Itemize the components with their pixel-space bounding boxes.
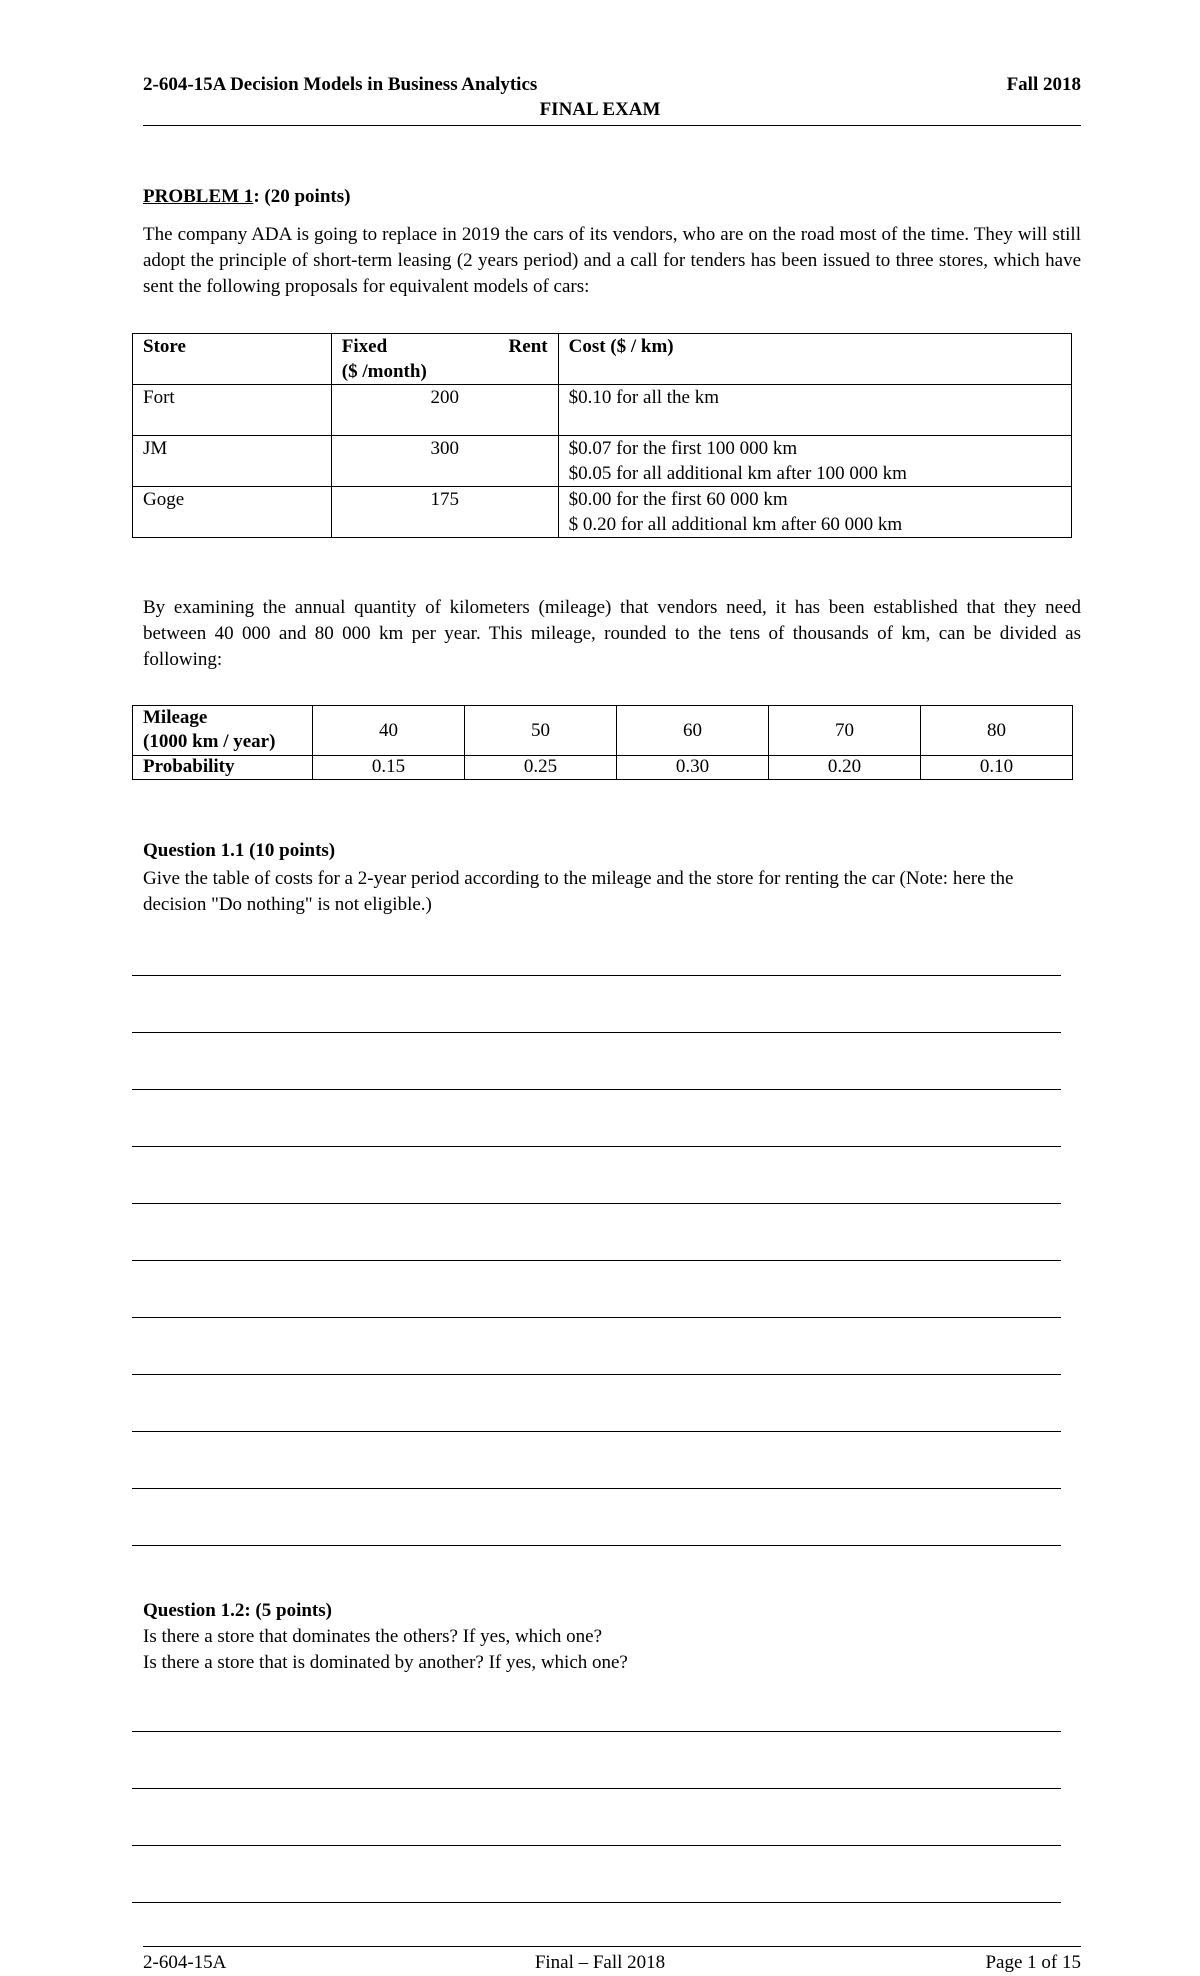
stores-table [132,333,1072,538]
cost-line: $0.05 for all additional km after 100 000 km [568,463,907,484]
question-1-2-line: Is there a store that is dominated by another? If yes, which one? [143,1652,628,1673]
answer-line[interactable] [132,1431,1061,1432]
question-1-2-title: Question 1.2: (5 points) [143,1600,332,1621]
answer-line[interactable] [132,975,1061,976]
store-name: JM [133,436,332,487]
mileage-text: By examining the annual quantity of kilometers (mileage) that vendors need, it has been established that they need between 40 000 and 80 000 km per year. This mileage, rounded to the tens of thousands of km, can be divided as following: [143,597,1081,670]
probability-value: 0.30 [617,756,769,780]
answer-line[interactable] [132,1032,1061,1033]
store-cost [558,385,1071,436]
question-1-1-title: Question 1.1 (10 points) [143,840,336,861]
answer-line[interactable] [132,1374,1061,1375]
stores-table-header [133,334,1072,385]
store-rent: 175 [331,487,558,538]
problem-heading [143,186,350,208]
fixed-rent-header [331,334,558,385]
probability-value: 0.20 [769,756,921,780]
footer-center: Final – Fall 2018 [534,1952,666,1973]
answer-line[interactable] [132,1488,1061,1489]
rent-header-word: Rent [508,336,548,357]
rent-unit-header: ($ /month) [341,361,427,382]
store-rent: 300 [331,436,558,487]
cost-line: $0.00 for the first 60 000 km [568,489,788,510]
exam-title: FINAL EXAM [539,99,661,120]
cost-line: $ 0.20 for all additional km after 60 000 km [568,514,903,535]
store-rent: 200 [331,385,558,436]
term-label: Fall 2018 [1006,74,1081,95]
question-1-1-text: Give the table of costs for a 2-year period according to the mileage and the store for renting the car (Note: here the decision "Do nothing" is not eligible.) [143,868,1014,915]
course-title: 2-604-15A Decision Models in Business Analytics [143,74,538,95]
answer-line[interactable] [132,1317,1061,1318]
question-1-2-line: Is there a store that dominates the others? If yes, which one? [143,1626,603,1647]
table-row [133,436,1072,487]
cost-header: Cost ($ / km) [558,334,1071,385]
footer-rule [143,1946,1081,1947]
store-header: Store [133,334,332,385]
probability-label: Probability [133,756,313,780]
store-name: Goge [133,487,332,538]
mileage-value: 80 [921,706,1073,756]
mileage-table [132,705,1073,780]
answer-line[interactable] [132,1146,1061,1147]
answer-line[interactable] [132,1902,1061,1903]
mileage-row [133,706,1073,756]
mileage-label-line: (1000 km / year) [143,731,276,752]
probability-value: 0.25 [465,756,617,780]
problem-points: : (20 points) [253,186,351,207]
store-name: Fort [133,385,332,436]
problem-intro: The company ADA is going to replace in 2019 the cars of its vendors, who are on the road most of the time. They will still adopt the principle of short-term leasing (2 years period) and a call for tenders has been issued to three stores, which have sent the following proposals for equivalent models of cars: [143,224,1081,297]
mileage-value: 40 [313,706,465,756]
mileage-label [133,706,313,756]
fixed-header-word: Fixed [341,336,388,357]
mileage-label-line: Mileage [143,707,208,728]
answer-line[interactable] [132,1545,1061,1546]
answer-line[interactable] [132,1089,1061,1090]
table-row [133,487,1072,538]
problem-label: PROBLEM 1 [143,186,254,207]
mileage-value: 60 [617,706,769,756]
cost-line: $0.07 for the first 100 000 km [568,438,798,459]
answer-line[interactable] [132,1788,1061,1789]
mileage-value: 50 [465,706,617,756]
answer-line[interactable] [132,1731,1061,1732]
table-row [133,385,1072,436]
answer-line[interactable] [132,1203,1061,1204]
cost-line: $0.10 for all the km [568,387,719,408]
answer-line[interactable] [132,1845,1061,1846]
store-cost [558,436,1071,487]
store-cost [558,487,1071,538]
probability-value: 0.10 [921,756,1073,780]
answer-line[interactable] [132,1260,1061,1261]
page-number: Page 1 of 15 [985,1952,1081,1973]
header-rule [143,125,1081,126]
mileage-value: 70 [769,706,921,756]
footer-left: 2-604-15A [143,1952,227,1973]
probability-row [133,756,1073,780]
probability-value: 0.15 [313,756,465,780]
